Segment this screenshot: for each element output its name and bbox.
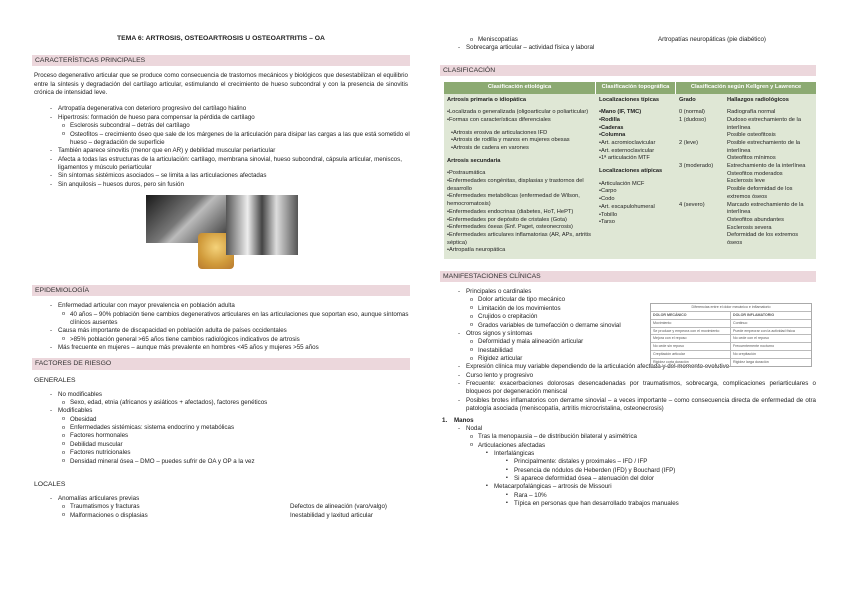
list-item: - Sin síntomas sistémicos asociados – se limita a las articulaciones afectadas [32, 172, 410, 180]
list-item: - Nodal [440, 425, 816, 433]
table-item: • 1ª articulación MTF [599, 155, 673, 163]
table-item: • Artrosis de rodilla y manos en mujeres obesas [447, 137, 593, 145]
finding-cell: Dudoso estrechamiento de la interlínea [727, 116, 801, 131]
section-heading-risk-factors: FACTORES DE RIESGO [32, 358, 410, 369]
list-item: o Rigidez articular [440, 355, 816, 363]
list-item [440, 36, 816, 44]
grade-cell: 3 (moderado) [679, 163, 714, 170]
list-item: o Limitación de los movimientos [440, 305, 640, 313]
grade-row [676, 140, 816, 155]
typical-title: Localizaciones típicas [599, 96, 660, 103]
classification-table-body [444, 94, 816, 259]
grade-cell [676, 171, 724, 179]
grade-cell [676, 225, 724, 233]
table-item: • Tobillo [599, 212, 673, 220]
table-item: • Tarso [599, 219, 673, 227]
mini-table-row [651, 342, 811, 350]
table-item: • Enfermedades articulares inflamatorias (AR, APs, artritis séptica) [447, 232, 593, 247]
grade-row [676, 225, 816, 233]
mini-table-cell: Movimiento [651, 320, 731, 327]
mini-table-cell: Puede empeorar con la actividad física [733, 328, 795, 333]
subheading-local: LOCALES [34, 480, 66, 488]
table-item: • Art. escapulohumeral [599, 204, 673, 212]
list-item: o Deformidad y mala alineación articular [440, 338, 816, 346]
list-item: - Curso lento y progresivo [440, 372, 816, 380]
list-item: - Más frecuente en mujeres – aunque más prevalente en hombres <45 años y mujeres >55 años [32, 344, 410, 352]
grade-cell [676, 155, 724, 163]
table-item: • Formas con características diferenciales [447, 117, 593, 125]
list-item: - Principales o cardinales [440, 288, 816, 296]
list-item: ▪ Principalmente: distales y proximales – IFD / IFP [440, 458, 816, 466]
list-item-text: Inestabilidad y laxitud articular [290, 511, 373, 519]
grade-row [676, 155, 816, 163]
table-item: • Localizada o generalizada (oligoarticular o poliarticular) [447, 109, 593, 117]
hands-list [440, 425, 816, 509]
list-item: - También aparece sinovitis (menor que en AR) y debilidad muscular periarticular [32, 147, 410, 155]
grade-row [676, 202, 816, 217]
table-item: • Rodilla [599, 117, 673, 125]
table-item: • Artrosis de cadera en varones [447, 145, 593, 153]
list-item: o Grados variables de tumefacción o derrame sinovial [440, 322, 640, 330]
table-item: • Enfermedades congénitas, displasias y trastornos del desarrollo [447, 178, 593, 193]
table-item: • Enfermedades endocrinas (diabetes, HoT, HePT) [447, 209, 593, 217]
xray-image [226, 195, 298, 255]
table-item: • Enfermedades óseas (Enf. Paget, osteonecrosis) [447, 224, 593, 232]
list-item: o Debilidad muscular [32, 441, 410, 449]
list-item: ▪ Típica en personas que han desarrollado trabajos manuales [440, 500, 816, 508]
table-item: • Art. esternoclavicular [599, 148, 673, 156]
grade-cell: 0 (normal) [679, 109, 705, 116]
table-item: • Columna [599, 132, 673, 140]
list-item: o Dolor articular de tipo mecánico [440, 296, 640, 304]
list-item [32, 503, 410, 511]
list-item: o 40 años – 90% población tiene cambios degenerativos articulares en las articulaciones que soportan eso, aunque síntomas clínicos ausentes [32, 311, 410, 328]
mini-table-cell: Rigidez larga duración [733, 359, 769, 364]
list-item: o Obesidad [32, 416, 410, 424]
finding-cell: Osteofitos moderados [727, 170, 783, 177]
etiological-column [444, 97, 596, 255]
mini-table-cell: Continuo [733, 320, 748, 325]
topographic-column [596, 97, 676, 255]
primary-title: Artrosis primaria o idiopática [447, 96, 527, 103]
atypical-title: Localizaciones atípicas [599, 168, 663, 175]
list-item: - Causa más importante de discapacidad en población adulta de países occidentales [32, 327, 410, 335]
mini-table-row [651, 334, 811, 342]
knee-images [32, 195, 410, 269]
list-item: - No modificables [32, 391, 410, 399]
table-item: • Mano (IF, TMC) [599, 109, 673, 117]
grade-cell [676, 132, 724, 140]
list-item: o Inestabilidad [440, 347, 816, 355]
mini-table-cell: Rigidez corta duración [651, 359, 731, 366]
mini-table-row [651, 327, 811, 335]
list-item: ▪ Presencia de nódulos de Heberden (IFD) y Bouchard (IFP) [440, 467, 816, 475]
mini-table-cell: No cede con el reposo [733, 336, 769, 341]
list-item: o Osteofitos – crecimiento óseo que sale de los márgenes de la articulación para disipar las cargas a las que está sometido el hueso – degradación de superficie [32, 131, 410, 148]
column-header: Clasificación según Kellgren y Lawrence [690, 83, 802, 90]
table-item: • Artropatía neuropática [447, 247, 593, 255]
grade-row [676, 132, 816, 140]
table-item: • Enfermedades por depósito de cristales (Gota) [447, 217, 593, 225]
kellgren-lawrence-column [676, 97, 816, 255]
column-header: Clasificación etiológica [444, 82, 596, 94]
finding-cell: Osteofitos abundantes [727, 216, 784, 223]
list-item: o Sexo, edad, etnia (africanos y asiáticos + afectados), factores genéticos [32, 399, 410, 407]
epidemiology-list [32, 302, 410, 352]
list-item: - Frecuente: exacerbaciones dolorosas desencadenadas por traumatismos, sobrecarga, complicaciones periarticulares o bloqueos por degeneración meniscal [440, 380, 816, 397]
list-item-text: o Malformaciones o displasias [70, 511, 148, 519]
findings-title: Hallazgos radiológicos [727, 96, 789, 103]
table-item: • Postraumática [447, 170, 593, 178]
mini-table-cell: Crepitación articular [651, 351, 731, 358]
right-column [440, 0, 816, 599]
mini-table-cell: No cede sin reposo [651, 343, 731, 350]
grade-row [676, 117, 816, 132]
mini-table-row [651, 358, 811, 366]
grade-cell: 1 (dudoso) [679, 116, 707, 123]
grade-cell [676, 178, 724, 186]
finding-cell: Posible deformidad de los extremos óseos [727, 186, 793, 200]
subheading-general: GENERALES [34, 376, 76, 384]
section-heading-characteristics: CARACTERÍSTICAS PRINCIPALES [32, 55, 410, 66]
classification-table-header [444, 82, 816, 94]
mini-header-cell: DOLOR MECÁNICO [651, 312, 731, 319]
list-item: - Enfermedad articular con mayor prevalencia en población adulta [32, 302, 410, 310]
table-item: • Caderas [599, 125, 673, 133]
hands-title: Manos [454, 416, 474, 424]
grade-row [676, 163, 816, 171]
list-item: o Factores nutricionales [32, 449, 410, 457]
grade-cell [676, 232, 724, 247]
list-item: - Expresión clínica muy variable dependiendo de la articulación afectada y del momento evolutivo [440, 363, 816, 371]
mini-table-title: Diferencias entre el dolor mecánico e inflamatorio [691, 305, 771, 309]
list-item: o Tras la menopausia – de distribución bilateral y asimétrica [440, 433, 816, 441]
secondary-title: Artrosis secundaria [447, 157, 501, 164]
finding-cell: Osteofitos mínimos [727, 155, 776, 162]
finding-cell: Esclerosis severa [727, 224, 772, 231]
characteristics-list [32, 105, 410, 189]
hands-number: 1. [442, 416, 448, 424]
grade-row [676, 171, 816, 179]
section-heading-epidemiology: EPIDEMIOLOGÍA [32, 285, 410, 296]
list-item: - Afecta a todas las estructuras de la articulación: cartílago, membrana sinovial, hueso subcondral, cápsula articular, meniscos, ligamentos y músculo periarticular [32, 156, 410, 173]
list-item-text: o Traumatismos y fracturas [70, 503, 140, 511]
list-item: o Articulaciones afectadas [440, 442, 816, 450]
mini-table-cell: Se produce y empeora con el movimiento [651, 328, 731, 335]
finding-cell: Esclerosis leve [727, 178, 765, 185]
list-item-text: Defectos de alineación (varo/valgo) [290, 503, 387, 511]
mini-table-cell: Mejora con el reposo [651, 335, 731, 342]
list-item: - Otros signos y síntomas [440, 330, 816, 338]
list-item: o Densidad mineral ósea – DMO – puedes sufrir de OA y OP a la vez [32, 458, 410, 466]
list-item: o >85% población general >65 años tiene cambios radiológicos indicativos de artrosis [32, 336, 410, 344]
table-item: • Carpo [599, 188, 673, 196]
list-item: o Crujidos o crepitación [440, 313, 640, 321]
finding-cell: Estrechamiento de la interlínea [727, 163, 806, 170]
grade-row [676, 109, 816, 117]
list-item: o Factores hormonales [32, 432, 410, 440]
left-column [32, 0, 410, 599]
finding-cell: Radiografía normal [727, 109, 776, 116]
list-item: o Esclerosis subcondral – detrás del cartílago [32, 122, 410, 130]
list-item: - Posibles brotes inflamatorios con derrame sinovial – a veces importante – como consecuencia directa de enfermedad de otra patología asociada (meniscopatía, artritis microcristalina, osteonecrosis) [440, 397, 816, 414]
grade-cell [676, 186, 724, 201]
finding-cell: Marcado estrechamiento de la interlínea [727, 201, 804, 216]
table-item: • Codo [599, 196, 673, 204]
classification-table [444, 82, 816, 259]
list-item [32, 512, 410, 520]
finding-cell: Posible estrechamiento de la interlínea [727, 140, 801, 154]
list-item: ▪ Si aparece deformidad ósea – atenuación del dolor [440, 475, 816, 483]
column-header: Clasificación topográfica [596, 82, 676, 94]
mini-header-cell: DOLOR INFLAMATORIO [733, 312, 775, 317]
table-item: • Artrosis erosiva de articulaciones IFD [447, 130, 593, 138]
pain-differences-table [650, 303, 812, 367]
grade-row [676, 232, 816, 247]
grades-list [676, 109, 816, 247]
list-item: ▪ Metacarpofalángicas – artrosis de Missouri [440, 483, 816, 491]
list-item: - Sin anquilosis – huesos duros, pero sin fusión [32, 181, 410, 189]
list-item: - Modificables [32, 407, 410, 415]
general-risk-list [32, 391, 410, 466]
list-item-text: o Meniscopatías [478, 36, 518, 43]
list-item: ▪ Interfalángicas [440, 450, 816, 458]
list-item-text: Artropatías neuropáticas (pie diabético) [658, 36, 766, 43]
grade-cell: 4 (severo) [679, 201, 705, 208]
document-title: TEMA 6: ARTROSIS, OSTEOARTROSIS U OSTEOARTRITIS – OA [117, 35, 325, 42]
section-heading-clinical: MANIFESTACIONES CLÍNICAS [440, 271, 816, 282]
mini-table-row [651, 319, 811, 327]
grade-title: Grado [679, 96, 696, 103]
grade-cell: 2 (leve) [679, 140, 698, 147]
list-item: o Enfermedades sistémicas: sistema endocrino y metabólicas [32, 424, 410, 432]
grade-cell [676, 217, 724, 225]
mini-table-cell: No crepitación [733, 352, 756, 357]
section-heading-classification: CLASIFICACIÓN [440, 65, 816, 76]
mini-table-header [651, 311, 811, 319]
list-item: - Sobrecarga articular – actividad física y laboral [440, 44, 816, 52]
table-item: • Enfermedades metabólicas (enfermedad de Wilson, hemocromatosis) [447, 193, 593, 208]
continued-list [440, 36, 816, 53]
table-item: • Articulación MCF [599, 181, 673, 189]
list-item: - Anomalías articulares previas [32, 495, 410, 503]
finding-cell: Deformidad de los extremos óseos [727, 232, 799, 246]
list-item: - Artropatía degenerativa con deterioro progresivo del cartílago hialino [32, 105, 410, 113]
list-item: - Hipertrosis: formación de hueso para compensar la pérdida de cartílago [32, 114, 410, 122]
mini-table-rows [651, 319, 811, 366]
characteristics-paragraph: Proceso degenerativo articular que se produce como consecuencia de trastornos mecánicos y biológicos que desestabilizan el equilibrio entre la síntesis y degradación del cartílago articular, estimulando el crecimiento de hueso subcondral y con la presencia de sinovitis crónica de intensidad leve. [34, 72, 408, 97]
hands-heading [440, 417, 816, 425]
table-item: • Art. acromioclavicular [599, 140, 673, 148]
finding-cell: Posible osteofitosis [727, 132, 776, 139]
local-risk-list [32, 495, 410, 520]
grade-row [676, 217, 816, 225]
mini-table-cell: Frecuentemente nocturno [733, 344, 775, 349]
grade-row [676, 186, 816, 201]
list-item: ▪ Rara – 10% [440, 492, 816, 500]
mini-table-row [651, 350, 811, 358]
grade-row [676, 178, 816, 186]
